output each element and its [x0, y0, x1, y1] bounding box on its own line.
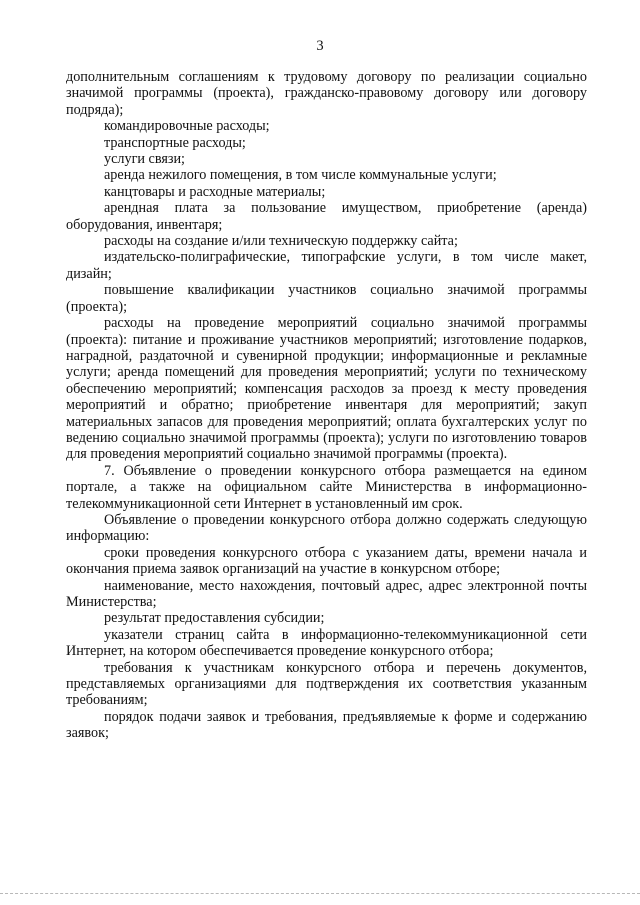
paragraph-continuation: дополнительным соглашениям к трудовому договору по реализации социально значимой программы (проекта), гражданско-правовому договору или договору подряда); — [66, 69, 587, 118]
paragraph-announcement-contents: Объявление о проведении конкурсного отбора должно содержать следующую информацию: — [66, 511, 587, 545]
list-item-travel-expenses: командировочные расходы; — [104, 118, 270, 135]
list-item-application-procedure: порядок подачи заявок и требования, предъявляемые к форме и содержанию заявок; — [66, 708, 587, 742]
list-item-selection-dates: сроки проведения конкурсного отбора с указанием даты, времени начала и окончания приема заявок организаций на участие в конкурсном отборе; — [66, 544, 587, 578]
document-body — [66, 69, 587, 742]
list-item-participant-requirements: требования к участникам конкурсного отбора и перечень документов, представляемых организациями для подтверждения их соответствия указанным требованиям; — [66, 659, 587, 709]
scan-edge-line — [0, 893, 640, 894]
list-item-property-rent: арендная плата за пользование имуществом, приобретение (аренда) оборудования, инвентаря; — [66, 200, 587, 233]
list-item-ministry-contacts: наименование, место нахождения, почтовый адрес, адрес электронной почты Министерства; — [66, 577, 587, 610]
list-item-communication-services: услуги связи; — [104, 151, 185, 168]
list-item-website-costs: расходы на создание и/или техническую поддержку сайта; — [104, 233, 458, 250]
list-item-website-pages: указатели страниц сайта в информационно-телекоммуникационной сети Интернет, на котором обеспечивается проведение конкурсного отбора; — [66, 626, 587, 660]
list-item-office-supplies: канцтовары и расходные материалы; — [104, 183, 326, 200]
list-item-premises-rent: аренда нежилого помещения, в том числе коммунальные услуги; — [104, 167, 497, 184]
list-item-event-expenses: расходы на проведение мероприятий социально значимой программы (проекта): питание и проживание участников мероприятий; изготовление подарков, наградной, раздаточной и сувенирной продукции; информационные и рекламные услуги; аренда помещений для проведения мероприятий; услуги по техническому обеспечению мероприятий; компенсация расходов за проезд к месту проведения мероприятий и обратно; приобретение инвентаря для мероприятий; закуп материальных запасов для проведения мероприятий; оплата бухгалтерских услуг по ведению социально значимой программы (проекта); услуги по изготовлению товаров для проведения мероприятий социально значимой программы (проекта). — [66, 315, 587, 463]
paragraph-section-7: 7. Объявление о проведении конкурсного отбора размещается на едином портале, а также на официальном сайте Министерства в информационно-телекоммуникационной сети Интернет в установленный им срок. — [66, 462, 587, 512]
list-item-printing-services: издательско-полиграфические, типографские услуги, в том числе макет, дизайн; — [66, 249, 587, 282]
list-item-subsidy-result: результат предоставления субсидии; — [104, 610, 325, 627]
list-item-transport-expenses: транспортные расходы; — [104, 134, 246, 151]
list-item-training: повышение квалификации участников социально значимой программы (проекта); — [66, 282, 587, 315]
page-number: 3 — [316, 38, 324, 54]
